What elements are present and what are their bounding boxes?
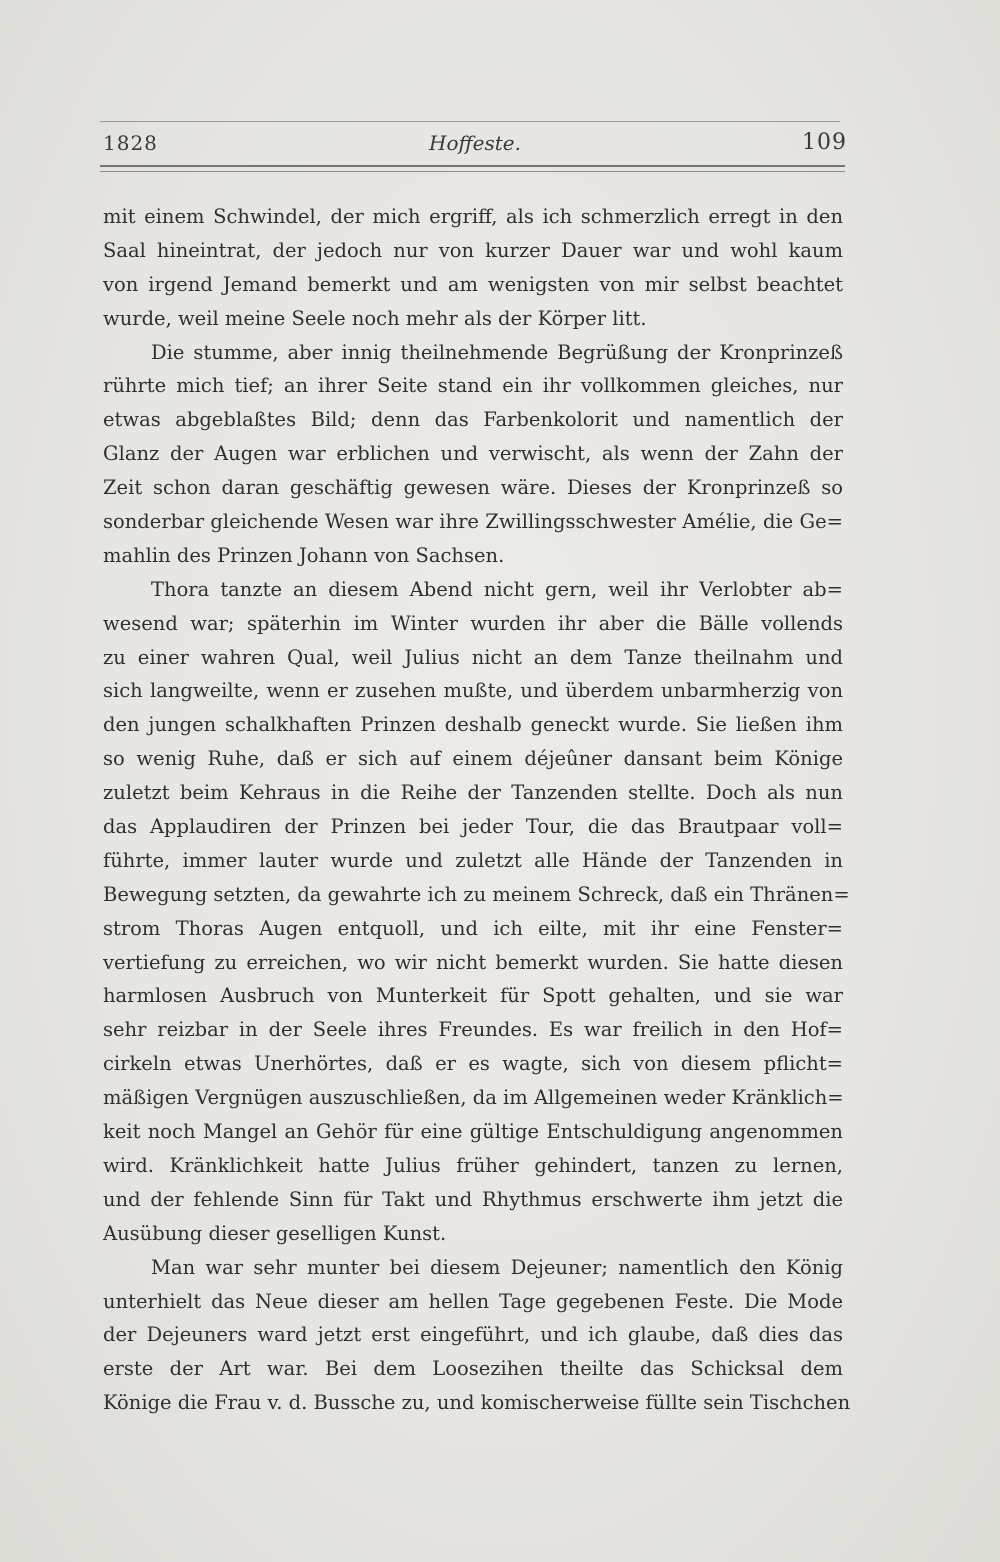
text-line: Glanz der Augen war erblichen und verwischt, als wenn der Zahn der xyxy=(103,442,843,466)
text-line: erste der Art war. Bei dem Loosezihen theilte das Schicksal dem xyxy=(103,1357,843,1381)
text-line: zu einer wahren Qual, weil Julius nicht an dem Tanze theilnahm und xyxy=(103,645,843,669)
text-line: sich langweilte, wenn er zusehen mußte, und überdem unbarmherzig von xyxy=(103,679,843,703)
text-line: von irgend Jemand bemerkt und am wenigsten von mir selbst beachtet xyxy=(103,272,843,296)
text-line: etwas abgeblaßtes Bild; denn das Farbenkolorit und namentlich der xyxy=(103,408,843,432)
header-double-rule-lower xyxy=(100,171,845,172)
text-line: Thora tanzte an diesem Abend nicht gern, weil ihr Verlobter ab= xyxy=(151,577,843,601)
text-line: führte, immer lauter wurde und zuletzt alle Hände der Tanzenden in xyxy=(103,848,843,872)
text-line: keit noch Mangel an Gehör für eine gültige Entschuldigung angenommen xyxy=(103,1120,843,1144)
text-line: sehr reizbar in der Seele ihres Freundes. Es war freilich in den Hof= xyxy=(103,1018,843,1042)
running-header xyxy=(103,128,847,162)
text-line: mäßigen Vergnügen auszuschließen, da im Allgemeinen weder Kränklich= xyxy=(103,1086,844,1110)
text-line: rührte mich tief; an ihrer Seite stand ein ihr vollkommen gleiches, nur xyxy=(103,374,843,398)
text-line: Man war sehr munter bei diesem Dejeuner; namentlich den König xyxy=(151,1255,843,1279)
text-line: harmlosen Ausbruch von Munterkeit für Spott gehalten, und sie war xyxy=(103,984,843,1008)
text-line: vertiefung zu erreichen, wo wir nicht bemerkt wurden. Sie hatte diesen xyxy=(103,950,843,974)
text-line: Die stumme, aber innig theilnehmende Begrüßung der Kronprinzeß xyxy=(151,340,843,364)
text-line: Zeit schon daran geschäftig gewesen wäre. Dieses der Kronprinzeß so xyxy=(103,476,843,500)
text-line: unterhielt das Neue dieser am hellen Tage gegebenen Feste. Die Mode xyxy=(103,1289,843,1313)
text-line: zuletzt beim Kehraus in die Reihe der Tanzenden stellte. Doch als nun xyxy=(103,781,843,805)
header-year: 1828 xyxy=(103,131,158,155)
text-line: wurde, weil meine Seele noch mehr als der Körper litt. xyxy=(103,306,647,330)
text-line: mahlin des Prinzen Johann von Sachsen. xyxy=(103,543,505,567)
text-line: so wenig Ruhe, daß er sich auf einem déjeûner dansant beim Könige xyxy=(103,747,843,771)
text-line: und der fehlende Sinn für Takt und Rhythmus erschwerte ihm jetzt die xyxy=(103,1187,843,1211)
text-line: Ausübung dieser geselligen Kunst. xyxy=(103,1221,447,1245)
text-line: wird. Kränklichkeit hatte Julius früher gehindert, tanzen zu lernen, xyxy=(103,1153,843,1177)
body-text xyxy=(103,200,851,1420)
text-line: mit einem Schwindel, der mich ergriff, als ich schmerzlich erregt in den xyxy=(103,205,843,228)
text-line: wesend war; späterhin im Winter wurden ihr aber die Bälle vollends xyxy=(103,611,843,635)
text-line: das Applaudiren der Prinzen bei jeder Tour, die das Brautpaar voll= xyxy=(103,815,843,839)
text-line: cirkeln etwas Unerhörtes, daß er es wagte, sich von diesem pflicht= xyxy=(103,1052,843,1076)
text-line: Könige die Frau v. d. Bussche zu, und komischerweise füllte sein Tischchen xyxy=(103,1391,851,1415)
text-line: der Dejeuners ward jetzt erst eingeführt, und ich glaube, daß dies das xyxy=(103,1323,843,1347)
running-title: Hoffeste. xyxy=(429,131,521,155)
text-line: sonderbar gleichende Wesen war ihre Zwillingsschwester Amélie, die Ge= xyxy=(103,510,843,534)
text-line: strom Thoras Augen entquoll, und ich eilte, mit ihr eine Fenster= xyxy=(103,916,843,940)
header-double-rule-upper xyxy=(100,165,845,167)
text-line: Bewegung setzten, da gewahrte ich zu meinem Schreck, daß ein Thränen= xyxy=(103,882,850,906)
page-number: 109 xyxy=(802,130,847,155)
text-line: Saal hineintrat, der jedoch nur von kurzer Dauer war und wohl kaum xyxy=(103,238,843,262)
text-line: den jungen schalkhaften Prinzen deshalb geneckt wurde. Sie ließen ihm xyxy=(103,713,843,737)
header-top-rule xyxy=(100,121,840,122)
